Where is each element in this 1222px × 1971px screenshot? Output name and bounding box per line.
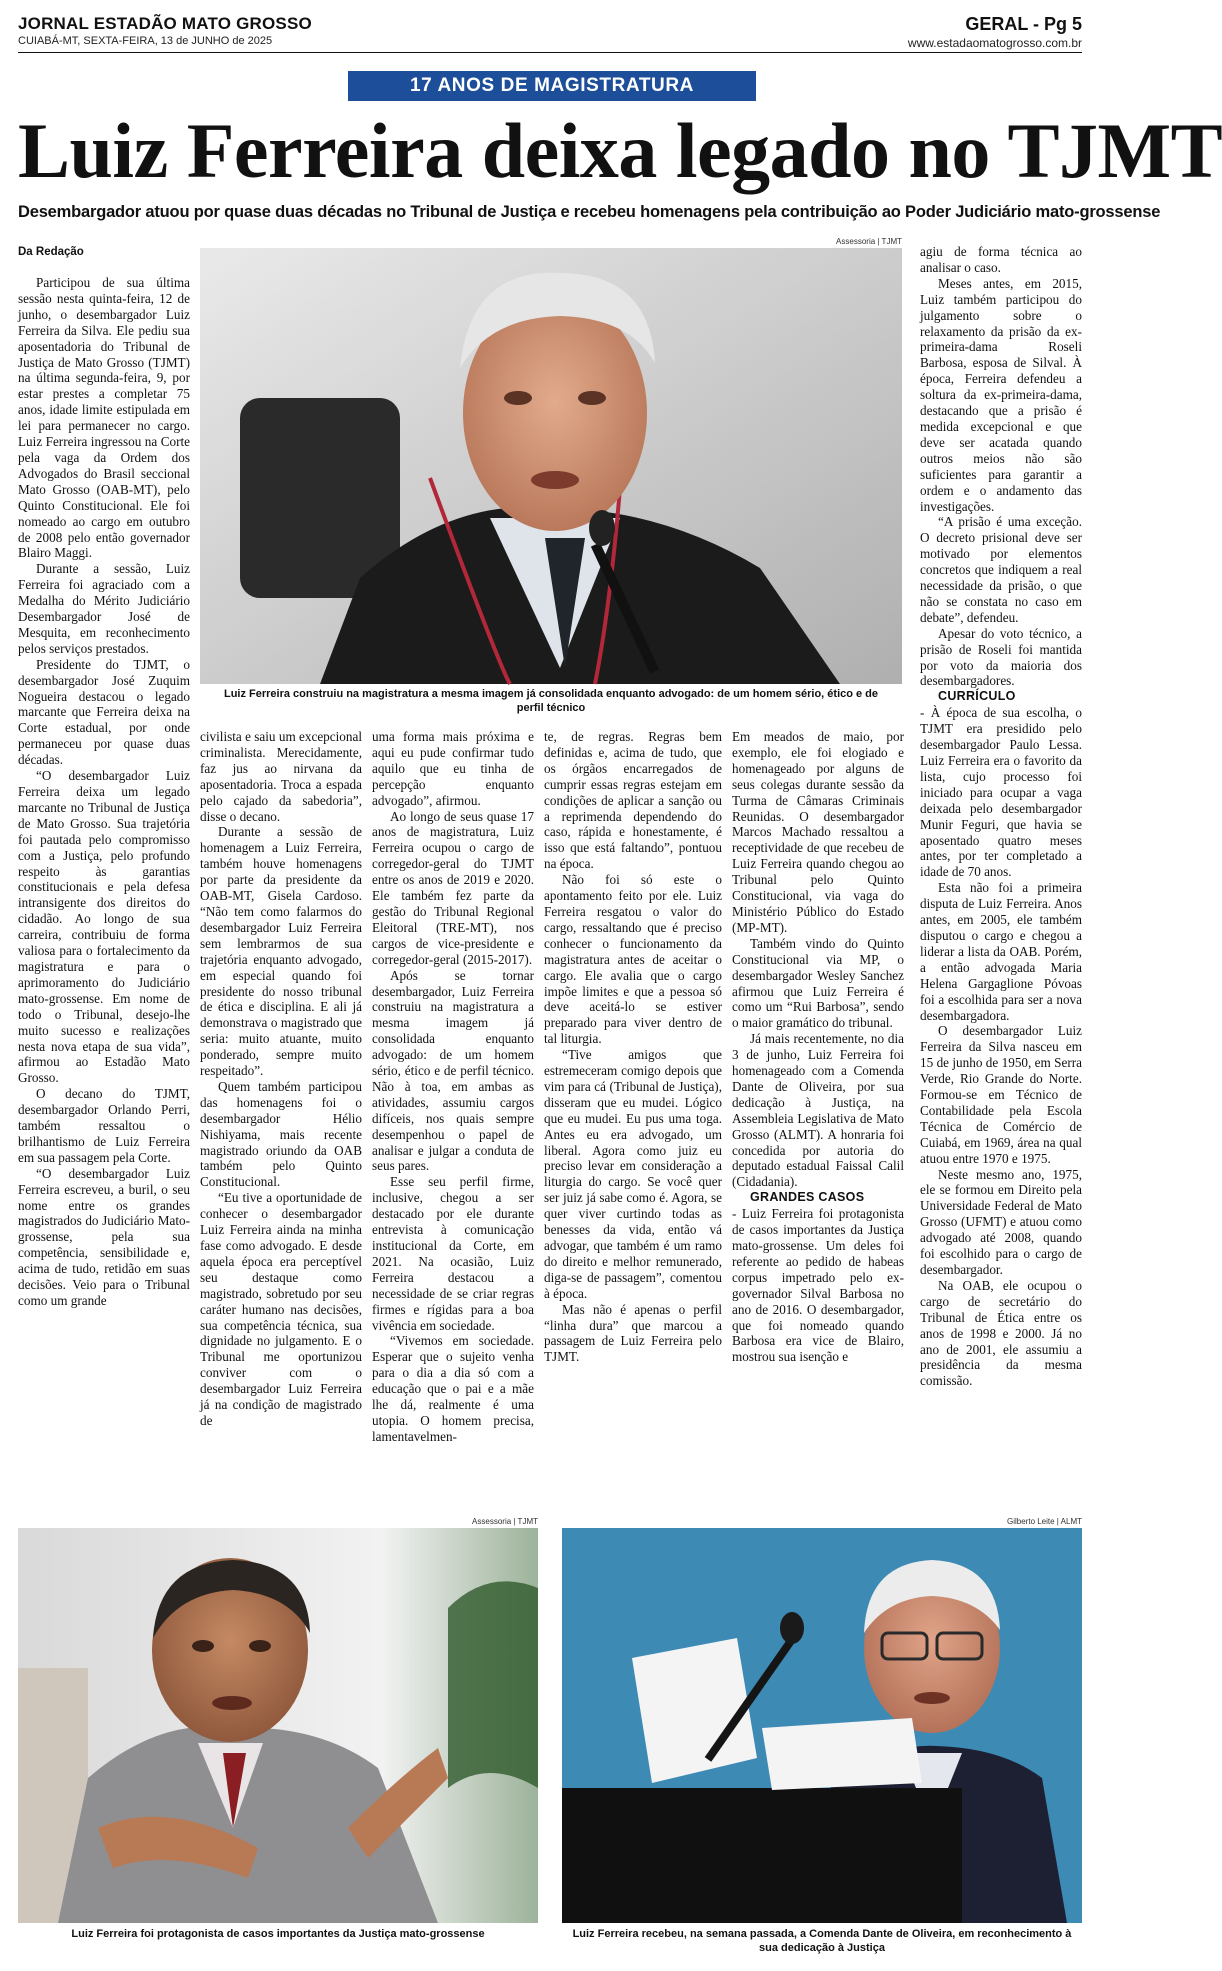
paragraph: - Luiz Ferreira foi protagonista de casos importantes da Justiça mato-grossense. Um deles foi referente ao pedido de habeas corpus impetrado pelo ex-governador Silval Barbosa no ano de 2016. O desembargador, que foi nomeado quando Barbosa era vice de Blairo, mostrou sua isenção e	[732, 1206, 904, 1365]
article-column-5	[732, 729, 904, 1365]
article-column-4	[544, 729, 722, 1365]
main-photo-caption: Luiz Ferreira construiu na magistratura a mesma imagem já consolidada enquanto advogado: de um homem sério, ético e de perfil técnico	[223, 688, 879, 714]
article-column-3	[372, 729, 534, 1445]
paragraph: Quem também participou das homenagens foi o desembargador Hélio Nishiyama, mais recente magistrado oriundo da OAB também pelo Quinto Constitucional.	[200, 1078, 362, 1190]
article-column-1	[18, 275, 190, 1309]
bottom-left-photo-credit: Assessoria | TJMT	[472, 1517, 538, 1526]
paragraph: Presidente do TJMT, o desembargador José Zuquim Nogueira destacou o legado marcante que Ferreira deixa na Corte estadual, por onde permaneceu por quase duas décadas.	[18, 656, 190, 768]
paragraph: Esta não foi a primeira disputa de Luiz Ferreira. Anos antes, em 2005, ele também disputou o cargo e chegou a liderar a lista da OAB. Porém, a então advogada Maria Helena Gargaglione Póvoas foi a escolhida para ser a nova desembargadora.	[920, 880, 1082, 1023]
paragraph: Ao longo de seus quase 17 anos de magistratura, Luiz Ferreira ocupou o cargo de corregedor-geral do TJMT entre os anos de 2019 e 2020. Ele também fez parte da gestão do Tribunal Regional Eleitoral (TRE-MT), nos cargos de vice-presidente e corregedor-geral (2015-2017).	[372, 808, 534, 967]
paragraph: Esse seu perfil firme, inclusive, chegou a ser destacado por ele durante entrevista à comunicação institucional da Corte, em 2021. Na ocasião, Luiz Ferreira destacou a necessidade de se criar regras firmes e rígidas para a boa vivência em sociedade.	[372, 1174, 534, 1333]
main-photo-illustration	[200, 248, 902, 684]
paragraph: Apesar do voto técnico, a prisão de Roseli foi mantida por voto da maioria dos desembargadores.	[920, 625, 1082, 689]
deck-subtitle: Desembargador atuou por quase duas décadas no Tribunal de Justiça e recebeu homenagens pela contribuição ao Poder Judiciário mato-grossense	[18, 203, 1161, 221]
paragraph: Em meados de maio, por exemplo, ele foi elogiado e homenageado por alguns de seus colegas durante sessão da Turma de Câmaras Criminais Reunidas. O desembargador Marcos Machado ressaltou a receptividade de que recebeu de Luiz Ferreira quando chegou ao Tribunal pelo Quinto Constitucional, via vaga do Ministério Público do Estado (MP-MT).	[732, 729, 904, 935]
masthead-right	[908, 14, 1082, 50]
paragraph: Durante a sessão de homenagem a Luiz Ferreira, também houve homenagens por parte da presidente da OAB-MT, Gisela Cardoso. “Não tem como falarmos do desembargador Luiz Ferreira sem lembrarmos de sua trajetória enquanto advogado, em especial quando foi presidente do nosso tribunal de ética e disciplina. E ali já demonstrava o magistrado que seria: muito atuante, muito ponderado, sempre muito respeitado”.	[200, 824, 362, 1079]
paragraph: Participou de sua última sessão nesta quinta-feira, 12 de junho, o desembargador Luiz Ferreira da Silva. Ele pediu sua aposentadoria do Tribunal de Justiça de Mato Grosso (TJMT) na última segunda-feira, 9, por estar prestes a completar 75 anos, idade limite estipulada em lei para permanecer no cargo. Luiz Ferreira ingressou na Corte pela vaga da Ordem dos Advogados do Brasil seccional Mato Grosso (OAB-MT), pelo Quinto Constitucional. Ele foi nomeado ao cargo em outubro de 2008 pelo então governador Blairo Maggi.	[18, 275, 190, 561]
paragraph: Meses antes, em 2015, Luiz também participou do julgamento sobre o relaxamento da prisão da ex-primeira-dama Roseli Barbosa, esposa de Silval. À época, Ferreira defendeu a soltura da ex-primeira-dama, destacando que a prisão é medida excepcional e que deve ser acatada quando outros meios não são suficientes para garantir a ordem e o andamento das investigações.	[920, 275, 1082, 514]
bottom-right-photo-illustration	[562, 1528, 1082, 1923]
bottom-right-photo-caption: Luiz Ferreira recebeu, na semana passada, a Comenda Dante de Oliveira, em reconhecimento à sua dedicação à Justiça	[572, 1928, 1072, 1954]
masthead-left	[18, 14, 312, 47]
byline: Da Redação	[18, 246, 84, 258]
paragraph: agiu de forma técnica ao analisar o caso.	[920, 244, 1082, 275]
paragraph: Também vindo do Quinto Constitucional via MP, o desembargador Wesley Sanchez afirmou que Luiz Ferreira é como um “Rui Barbosa”, sendo o maior gramático do tribunal.	[732, 935, 904, 1031]
paragraph: Após se tornar desembargador, Luiz Ferreira construiu na magistratura a mesma imagem já consolidada enquanto advogado: de um homem sério, ético e de perfil técnico. Não à toa, em ambas as atividades, assumiu cargos difíceis, nos quais sempre desempenhou o papel de analisar e julgar a conduta de seus pares.	[372, 967, 534, 1174]
website-url[interactable]: www.estadaomatogrosso.com.br	[907, 36, 1082, 50]
article-column-2	[200, 729, 362, 1429]
main-photo-credit: Assessoria | TJMT	[836, 237, 902, 246]
paragraph: “O desembargador Luiz Ferreira deixa um legado marcante no Tribunal de Justiça de Mato Grosso. Sua trajetória foi pautada pelo compromisso com a Justiça, pelo profundo respeito às garantias constitucionais e pela defesa intransigente dos direitos do cidadão. Ao longo de sua carreira, contribuiu de forma valiosa para o fortalecimento da magistratura e para o aprimoramento do Judiciário mato-grossense. Em nome de todo o Tribunal, desejo-lhe muito sucesso e realizações nesta nova etapa de sua vida”, afirmou ao Estadão Mato Grosso.	[18, 768, 190, 1086]
dateline: CUIABÁ-MT, SEXTA-FEIRA, 13 de JUNHO de 2025	[18, 35, 273, 47]
article-column-6	[920, 244, 1082, 1389]
section-page-label: GERAL - Pg 5	[965, 14, 1082, 34]
subhead-curriculo: CURRÍCULO	[938, 689, 1016, 704]
paragraph: “O desembargador Luiz Ferreira escreveu, a buril, o seu nome entre os grandes magistrados do Judiciário Mato-grossense, pela sua competência, sensibilidade e, acima de tudo, retidão em suas decisões. Veio para o Tribunal como um grande	[18, 1165, 190, 1308]
paragraph: Já mais recentemente, no dia 3 de junho, Luiz Ferreira foi homenageado com a Comenda Dante de Oliveira, por sua dedicação à Justiça, na Assembleia Legislativa de Mato Grosso (ALMT). A honraria foi concedida por autoria do deputado estadual Faissal Calil (Cidadania).	[732, 1031, 904, 1190]
paragraph: O desembargador Luiz Ferreira da Silva nasceu em 15 de junho de 1950, em Serra Verde, Rio Grande do Norte. Formou-se em Técnico de Contabilidade pela Escola Técnica de Comércio de Cuiabá, em 1969, área na qual atuou entre 1970 e 1975.	[920, 1023, 1082, 1166]
headline: Luiz Ferreira deixa legado no TJMT	[18, 107, 1222, 194]
paragraph: Mas não é apenas o perfil “linha dura” que marcou a passagem de Luiz Ferreira pelo TJMT.	[544, 1301, 722, 1365]
paragraph: “A prisão é uma exceção. O decreto prisional deve ser motivado por elementos concretos que indiquem a real necessidade da prisão, o que não se constata no caso em debate”, defendeu.	[920, 514, 1082, 625]
paragraph: Neste mesmo ano, 1975, ele se formou em Direito pela Universidade Federal de Mato Grosso (UFMT) e atuou como advogado até 2008, quando foi escolhido para o cargo de desembargador.	[920, 1166, 1082, 1277]
bottom-left-photo-caption: Luiz Ferreira foi protagonista de casos importantes da Justiça mato-grossense	[71, 1928, 485, 1940]
paragraph: O decano do TJMT, desembargador Orlando Perri, também ressaltou o brilhantismo de Luiz Ferreira em sua passagem pela Corte.	[18, 1086, 190, 1165]
paragraph: civilista e saiu um excepcional criminalista. Merecidamente, faz jus ao nirvana da aposentadoria. Troca a espada pelo cajado da sabedoria”, disse o decano.	[200, 729, 362, 824]
paragraph: uma forma mais próxima e aqui eu pude confirmar tudo aquilo que eu tinha de percepção enquanto advogado”, afirmou.	[372, 729, 534, 808]
paragraph: “Vivemos em sociedade. Esperar que o sujeito venha para o dia a dia só com a educação que o pai e a mãe lhe dá, realmente é uma utopia. O homem precisa, lamentavelmen-	[372, 1333, 534, 1444]
bottom-right-photo-credit: Gilberto Leite | ALMT	[1007, 1517, 1082, 1526]
bottom-left-photo	[18, 1528, 538, 1923]
main-photo	[200, 248, 902, 684]
paragraph: - À época de sua escolha, o TJMT era presidido pelo desembargador Paulo Lessa. Luiz Ferreira era o favorito da lista, cujo processo foi iniciado para ocupar a vaga deixada pelo desembargador Munir Feguri, que havia se aposentado quatro meses antes, por ter completado a idade de 70 anos.	[920, 705, 1082, 880]
masthead-rule	[18, 52, 1082, 53]
paragraph: Não foi só este o apontamento feito por ele. Luiz Ferreira resgatou o valor do cargo, ressaltando que é preciso conhecer o funcionamento da magistratura antes de aceitar o cargo. Ele avalia que o cargo impõe limites e que a pessoa só deve aceitá-lo se estiver preparado para viver dentro de tal liturgia.	[544, 872, 722, 1047]
paragraph: Na OAB, ele ocupou o cargo de secretário do Tribunal de Ética entre os anos de 1998 e 2000. Já no ano de 2001, ele assumiu a presidência da mesma comissão.	[920, 1277, 1082, 1389]
kicker-banner: 17 ANOS DE MAGISTRATURA	[348, 71, 756, 101]
bottom-right-photo	[562, 1528, 1082, 1923]
subhead-grandes-casos: GRANDES CASOS	[750, 1190, 865, 1205]
bottom-left-photo-illustration	[18, 1528, 538, 1923]
paragraph: Durante a sessão, Luiz Ferreira foi agraciado com a Medalha do Mérito Judiciário Desembargador José de Mesquita, em reconhecimento pelos serviços prestados.	[18, 561, 190, 656]
paragraph: “Tive amigos que estremeceram comigo depois que vim para cá (Tribunal de Justiça), disseram que eu mudei. Lógico que eu mudei. Eu pus uma toga. Antes eu era advogado, um liberal. Agora como juiz eu preciso levar em consideração a liturgia do cargo. Se você quer ser juiz já sabe como é. Agora, se quer viver curtindo todas as benesses da vida, então vá advogar, que também é um ramo do direito e melhor remunerado, diga-se de passagem”, comentou à época.	[544, 1047, 722, 1301]
paragraph: te, de regras. Regras bem definidas e, acima de tudo, que os órgãos encarregados de cumprir essas regras estejam em condições de aplicar a sanção ou a reprimenda dependendo do caso, rápida e honestamente, é isso que está faltando”, pontuou na época.	[544, 729, 722, 872]
paragraph: “Eu tive a oportunidade de conhecer o desembargador Luiz Ferreira ainda na minha fase como advogado. E desde aquela época era perceptível seu destaque como magistrado, sobretudo por seu caráter humano nas decisões, sua competência técnica, sua dignidade no julgamento. E o Tribunal me oportunizou conviver com o desembargador Luiz Ferreira já na condição de magistrado de	[200, 1190, 362, 1428]
newspaper-name: JORNAL ESTADÃO MATO GROSSO	[18, 14, 312, 33]
